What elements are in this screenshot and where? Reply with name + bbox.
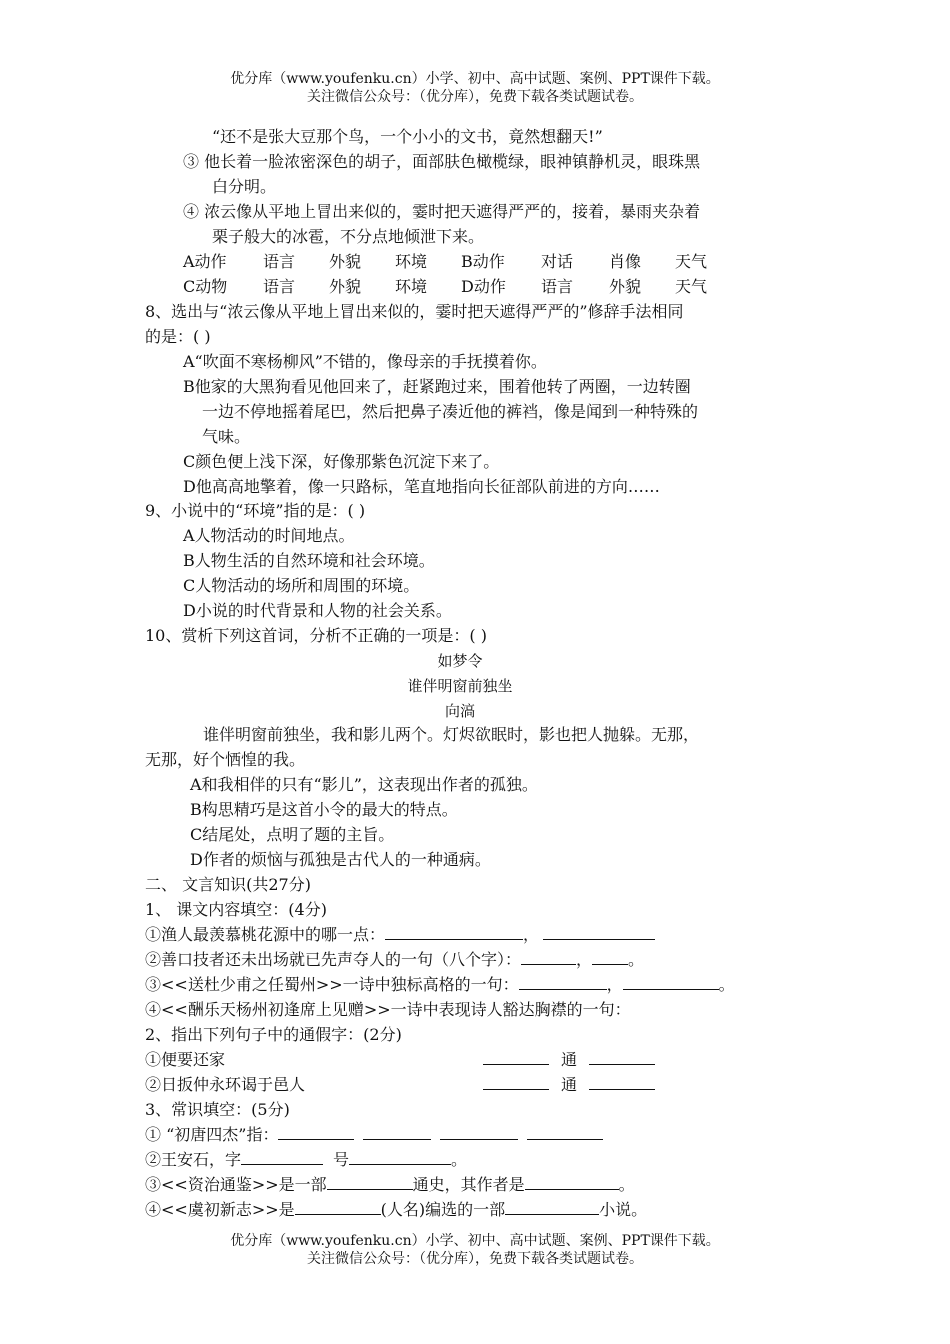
- answer-blank[interactable]: [527, 1124, 603, 1140]
- q8-stem-line2: 的是：( ): [145, 327, 211, 346]
- q7-option-d-word: 语言: [541, 277, 574, 296]
- s2-title: 2、指出下列句子中的通假字：(2分): [145, 1025, 402, 1044]
- q7-item3-line1: ③ 他长着一脸浓密深色的胡子，面部肤色橄榄绿，眼神镇静机灵，眼珠黑: [183, 152, 701, 171]
- answer-blank[interactable]: [440, 1124, 518, 1140]
- answer-blank[interactable]: [483, 1074, 549, 1090]
- s3-q2: [145, 1149, 467, 1171]
- s2-q2: [145, 1074, 655, 1096]
- s2-q2-text: ②日扳仲永环谒于邑人: [145, 1075, 306, 1094]
- q7-option-d-word: 外貌: [609, 277, 642, 296]
- answer-blank[interactable]: [327, 1174, 413, 1190]
- q7-option-b-word: 肖像: [609, 252, 642, 271]
- answer-blank[interactable]: [349, 1149, 451, 1165]
- q7-option-a-word: 语言: [263, 252, 296, 271]
- q10-option-d: D作者的烦恼与孤独是古代人的一种通病。: [190, 850, 491, 869]
- answer-blank[interactable]: [592, 949, 628, 965]
- footer-line-2: 关注微信公众号：（优分库），免费下载各类试题试卷。: [307, 1251, 643, 1267]
- s1-q1: [145, 924, 655, 946]
- header-line-2: 关注微信公众号：（优分库），免费下载各类试题试卷。: [307, 89, 643, 105]
- section2-title: 二、 文言知识(共27分): [145, 875, 311, 894]
- period: 。: [451, 1150, 468, 1169]
- s3-q2-text-b: 号: [333, 1150, 350, 1169]
- comma: ，: [523, 925, 540, 944]
- answer-blank[interactable]: [363, 1124, 431, 1140]
- poem-body-line2: 无那，好个恓惶的我。: [145, 750, 306, 769]
- footer-line-1: 优分库（www.youfenku.cn）小学、初中、高中试题、案例、PPT课件下载。: [230, 1233, 720, 1249]
- s2-q1: [145, 1049, 655, 1071]
- answer-blank[interactable]: [623, 974, 719, 990]
- period: 。: [618, 1175, 635, 1194]
- s1-q3: [145, 974, 735, 996]
- header-line-1: 优分库（www.youfenku.cn）小学、初中、高中试题、案例、PPT课件下载。: [230, 71, 720, 87]
- period: 。: [718, 975, 735, 994]
- q7-options-row2: [183, 276, 735, 298]
- q7-option-c: C动物: [183, 277, 228, 296]
- q7-item4-line2: 栗子般大的冰雹，不分点地倾泄下来。: [212, 227, 485, 246]
- answer-blank[interactable]: [295, 1199, 381, 1215]
- s1-q4: ④<<酬乐天杨州初逢席上见赠>>一诗中表现诗人豁达胸襟的一句：: [145, 1000, 631, 1019]
- answer-blank[interactable]: [483, 1049, 549, 1065]
- q7-item3-line2: 白分明。: [212, 177, 277, 196]
- poem-author: 向滈: [444, 702, 475, 720]
- s3-q1: [145, 1124, 603, 1146]
- s2-q1-text: ①便要还家: [145, 1050, 226, 1069]
- q7-option-d-word: 天气: [675, 277, 708, 296]
- s3-q4-text-b: (人名)编选的一部: [380, 1200, 506, 1219]
- q9-option-b: B人物生活的自然环境和社会环境。: [183, 551, 435, 570]
- q8-stem-line1: 8、选出与“浓云像从平地上冒出来似的，霎时把天遮得严严的”修辞手法相同: [145, 302, 684, 321]
- q7-option-b-word: 天气: [675, 252, 708, 271]
- answer-blank[interactable]: [505, 1199, 599, 1215]
- s1-q1-text: ①渔人最羡慕桃花源中的哪一点：: [145, 925, 386, 944]
- s1-q3-text: ③<<送杜少甫之任蜀州>>一诗中独标高格的一句：: [145, 975, 519, 994]
- answer-blank[interactable]: [521, 949, 576, 965]
- q8-option-c: C颜色便上浅下深，好像那紫色沉淀下来了。: [183, 452, 500, 471]
- s1-title: 1、 课文内容填空：(4分): [145, 900, 327, 919]
- q7-option-a: A动作: [183, 252, 227, 271]
- s3-q3-text-a: ③<<资治通鉴>>是一部: [145, 1175, 327, 1194]
- answer-blank[interactable]: [278, 1124, 354, 1140]
- tong-label: 通: [561, 1050, 578, 1069]
- q8-option-b-line1: B他家的大黑狗看见他回来了，赶紧跑过来，围着他转了两圈，一边转圈: [183, 377, 691, 396]
- s3-q3-text-b: 通史，其作者是: [412, 1175, 525, 1194]
- q7-option-c-word: 环境: [395, 277, 428, 296]
- q7-quote: “还不是张大豆那个鸟，一个小小的文书，竟然想翻天!”: [212, 127, 603, 146]
- answer-blank[interactable]: [525, 1174, 619, 1190]
- q7-option-d: D动作: [461, 277, 506, 296]
- q8-option-d: D他高高地擎着，像一只路标，笔直地指向长征部队前进的方向……: [183, 477, 660, 496]
- q7-option-a-word: 外貌: [329, 252, 362, 271]
- s3-q4-text-a: ④<<虞初新志>>是: [145, 1200, 295, 1219]
- s3-title: 3、常识填空：(5分): [145, 1100, 290, 1119]
- q7-option-c-word: 语言: [263, 277, 296, 296]
- q10-stem: 10、赏析下列这首词，分析不正确的一项是：( ): [145, 626, 487, 645]
- s1-q2: [145, 949, 644, 971]
- answer-blank[interactable]: [241, 1149, 323, 1165]
- q10-option-b: B构思精巧是这首小令的最大的特点。: [190, 800, 458, 819]
- q7-options-row1: [183, 251, 735, 273]
- q8-option-b-line2: 一边不停地摇着尾巴，然后把鼻子凑近他的裤裆，像是闻到一种特殊的: [202, 402, 699, 421]
- q10-option-c: C结尾处，点明了题的主旨。: [190, 825, 395, 844]
- answer-blank[interactable]: [589, 1049, 655, 1065]
- comma: ，: [576, 950, 593, 969]
- q7-option-b-word: 对话: [541, 252, 574, 271]
- q7-option-c-word: 外貌: [329, 277, 362, 296]
- q7-option-a-word: 环境: [395, 252, 428, 271]
- s1-q2-text: ②善口技者还未出场就已先声夺人的一句（八个字）：: [145, 950, 522, 969]
- s3-q4: [145, 1199, 647, 1221]
- q8-option-a: A“吹面不寒杨柳风”不错的，像母亲的手抚摸着你。: [183, 352, 547, 371]
- s3-q2-text-a: ②王安石，字: [145, 1150, 242, 1169]
- q9-option-c: C人物活动的场所和周围的环境。: [183, 576, 420, 595]
- answer-blank[interactable]: [589, 1074, 655, 1090]
- poem-title: 如梦令: [437, 652, 483, 670]
- answer-blank[interactable]: [543, 924, 655, 940]
- tong-label: 通: [561, 1075, 578, 1094]
- q9-option-a: A人物活动的时间地点。: [183, 526, 355, 545]
- s3-q1-text: ① “初唐四杰”指：: [145, 1125, 279, 1144]
- s3-q3: [145, 1174, 635, 1196]
- poem-subtitle: 谁伴明窗前独坐: [407, 677, 513, 695]
- period: 。: [628, 950, 645, 969]
- q7-option-b: B动作: [461, 252, 505, 271]
- q8-option-b-line3: 气味。: [202, 427, 251, 446]
- q7-item4-line1: ④ 浓云像从平地上冒出来似的，霎时把天遮得严严的，接着，暴雨夹杂着: [183, 202, 701, 221]
- q10-option-a: A和我相伴的只有“影儿”，这表现出作者的孤独。: [190, 775, 538, 794]
- comma: ，: [606, 975, 623, 994]
- poem-body-line1: 谁伴明窗前独坐，我和影儿两个。灯烬欲眠时，影也把人抛躲。无那，: [203, 725, 700, 744]
- answer-blank[interactable]: [385, 924, 523, 940]
- q9-option-d: D小说的时代背景和人物的社会关系。: [183, 601, 452, 620]
- answer-blank[interactable]: [519, 974, 607, 990]
- q9-stem: 9、小说中的“环境”指的是：( ): [145, 501, 366, 520]
- s3-q4-text-c: 小说。: [599, 1200, 648, 1219]
